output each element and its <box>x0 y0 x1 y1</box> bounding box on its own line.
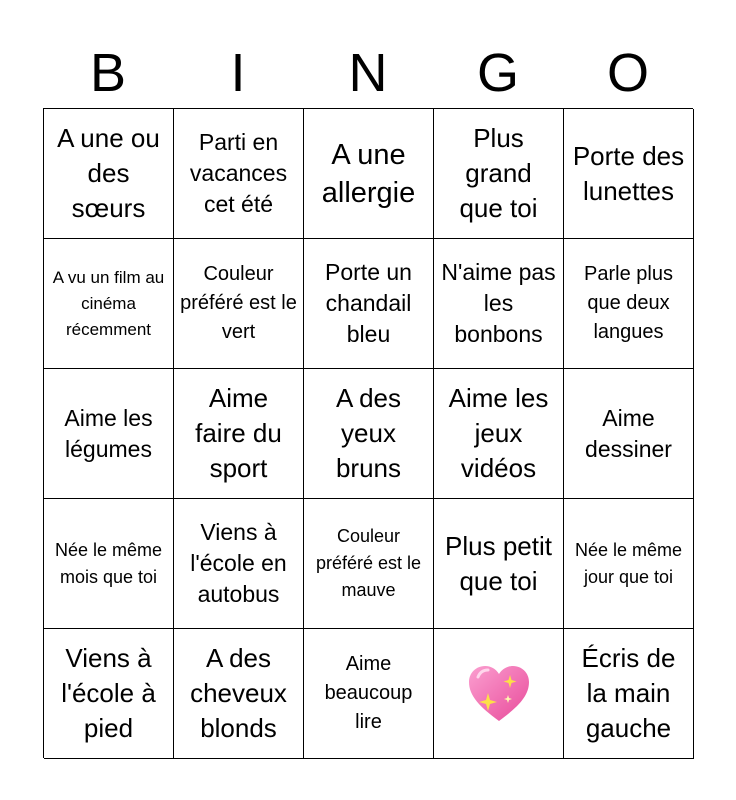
bingo-cell[interactable] <box>174 239 304 369</box>
bingo-cell[interactable] <box>434 369 564 499</box>
bingo-cell[interactable] <box>304 109 434 239</box>
bingo-cell[interactable] <box>564 629 694 759</box>
bingo-cell[interactable] <box>304 629 434 759</box>
bingo-board <box>43 108 693 758</box>
bingo-cell[interactable] <box>564 239 694 369</box>
bingo-cell[interactable] <box>44 109 174 239</box>
cell-text: Couleur préféré est le mauve <box>315 526 422 600</box>
cell-text: Aime beaucoup lire <box>324 653 413 733</box>
header-letter-g: G <box>476 43 519 103</box>
cell-text: Aime faire du sport <box>195 383 282 483</box>
cell-text: Écris de la main gauche <box>581 643 676 743</box>
cell-text: A une ou des sœurs <box>57 123 160 223</box>
cell-text: N'aime pas les bonbons <box>441 259 556 347</box>
cell-text: Plus petit que toi <box>445 530 552 596</box>
cell-text: A une allergie <box>321 138 416 209</box>
sparkling-heart-icon <box>466 663 532 725</box>
cell-text: A des cheveux blonds <box>190 643 287 743</box>
cell-text: Viens à l'école à pied <box>61 643 156 743</box>
bingo-cell[interactable] <box>564 499 694 629</box>
cell-text: Aime les jeux vidéos <box>448 383 549 483</box>
bingo-cell[interactable] <box>174 369 304 499</box>
header-letter-i: I <box>230 43 246 103</box>
bingo-cell[interactable] <box>304 499 434 629</box>
bingo-cell[interactable] <box>174 109 304 239</box>
cell-text: Couleur préféré est le vert <box>180 263 297 343</box>
bingo-cell[interactable] <box>434 499 564 629</box>
bingo-cell[interactable] <box>174 629 304 759</box>
cell-text: A vu un film au cinéma récemment <box>52 267 165 339</box>
bingo-cell[interactable] <box>434 109 564 239</box>
bingo-header <box>43 38 693 108</box>
header-letter-n: N <box>348 43 388 103</box>
cell-text: Porte des lunettes <box>572 140 685 206</box>
cell-text: Parti en vacances cet été <box>189 129 288 217</box>
bingo-cell[interactable] <box>304 239 434 369</box>
cell-text: A des yeux bruns <box>335 383 402 483</box>
cell-text: Plus grand que toi <box>459 123 538 223</box>
bingo-cell[interactable] <box>44 369 174 499</box>
free-space-cell[interactable] <box>434 629 564 759</box>
bingo-cell[interactable] <box>44 499 174 629</box>
cell-text: Parle plus que deux langues <box>584 263 673 343</box>
bingo-cell[interactable] <box>174 499 304 629</box>
cell-text: Porte un chandail bleu <box>325 259 412 347</box>
bingo-cell[interactable] <box>44 239 174 369</box>
bingo-cell[interactable] <box>304 369 434 499</box>
cell-text: Aime les légumes <box>64 404 153 462</box>
cell-text: Viens à l'école en autobus <box>190 519 287 607</box>
header-letter-o: O <box>606 43 649 103</box>
cell-text: Aime dessiner <box>585 404 672 462</box>
bingo-cell[interactable] <box>44 629 174 759</box>
cell-text: Née le même jour que toi <box>574 539 683 587</box>
bingo-cell[interactable] <box>564 369 694 499</box>
bingo-cell[interactable] <box>564 109 694 239</box>
bingo-cell[interactable] <box>434 239 564 369</box>
header-letter-b: B <box>89 43 127 103</box>
cell-text: Née le même mois que toi <box>54 539 163 587</box>
